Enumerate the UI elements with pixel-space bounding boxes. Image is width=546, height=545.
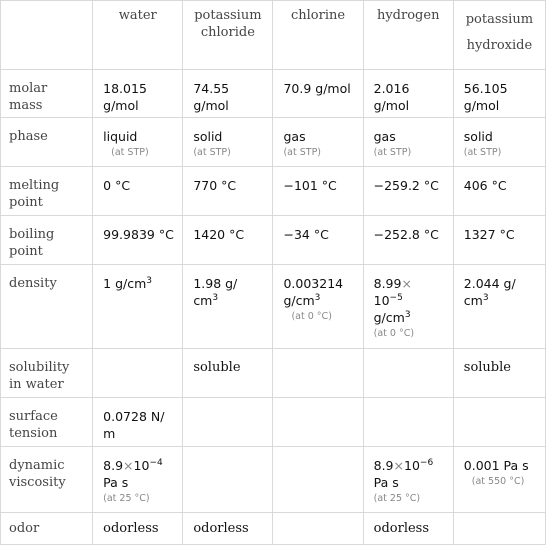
cell-hydrogen (363, 167, 453, 216)
cell-water (93, 513, 183, 545)
exponent: −5 (389, 293, 403, 303)
row-label-cell (1, 349, 93, 398)
row-boiling-point (1, 216, 546, 265)
cell-value: 2.016 g/mol (373, 81, 410, 113)
cell-value: 2.044 g/ cm (463, 276, 516, 308)
cell-koh (453, 70, 545, 118)
cell-koh (453, 513, 545, 545)
cell-kcl (183, 513, 273, 545)
cell-value: soluble (463, 360, 511, 375)
cell-note: (at STP) (373, 147, 412, 158)
cell-kcl (183, 398, 273, 447)
cell-koh (453, 167, 545, 216)
cell-value: 56.105 g/mol (463, 81, 508, 113)
cell-chlorine (273, 216, 363, 265)
cell-value: 0 °C (103, 178, 131, 193)
cell-value: solid (193, 129, 223, 144)
row-label-cell (1, 70, 93, 118)
cell-value: 99.9839 °C (103, 227, 174, 242)
cell-note: (at STP) (463, 147, 502, 158)
row-label-cell (1, 398, 93, 447)
cell-value: solid (463, 129, 493, 144)
row-label: surface tension (9, 409, 58, 441)
cell-kcl (183, 167, 273, 216)
cell-kcl (183, 70, 273, 118)
cell-value (93, 349, 182, 359)
times-sign: × (393, 458, 404, 473)
row-label-cell (1, 167, 93, 216)
cell-value: 18.015 g/mol (103, 81, 147, 113)
cell-value (364, 349, 453, 359)
cell-note: (at STP) (111, 147, 149, 158)
base: 10 (133, 458, 150, 473)
row-label: molar mass (9, 81, 48, 113)
cell-value: 74.55 g/mol (193, 81, 230, 113)
times-sign: × (123, 458, 134, 473)
unit: Pa s (103, 475, 129, 490)
row-label: odor (9, 521, 40, 536)
cell-water (93, 349, 183, 398)
cell-value (454, 513, 545, 520)
cell-value: −101 °C (283, 178, 337, 193)
cell-koh (453, 349, 545, 398)
cell-kcl (183, 216, 273, 265)
cell-chlorine (273, 118, 363, 167)
row-label: phase (9, 129, 48, 144)
cell-note: (at STP) (193, 147, 231, 158)
header-potassium-chloride-label: potassium chloride (194, 8, 262, 40)
row-label: melting point (9, 178, 60, 210)
cell-koh (453, 118, 545, 167)
cell-note: (at STP) (283, 147, 322, 158)
cell-value: 0.001 Pa s (463, 458, 529, 473)
cell-value: 1.98 g/ cm (193, 276, 238, 308)
cell-water (93, 118, 183, 167)
header-water-label: water (118, 8, 157, 23)
row-label-cell (1, 216, 93, 265)
cell-koh (453, 447, 545, 513)
mantissa: 8.9 (103, 458, 124, 473)
header-potassium-hydroxide (453, 1, 545, 70)
cell-value: gas (373, 129, 396, 144)
cell-hydrogen (363, 265, 453, 349)
cell-kcl (183, 349, 273, 398)
cell-chlorine (273, 265, 363, 349)
exponent: −4 (149, 458, 163, 468)
header-chlorine-label: chlorine (291, 8, 346, 23)
base: 10 (404, 458, 420, 473)
cell-value: odorless (373, 521, 430, 536)
cell-value: odorless (103, 521, 159, 536)
cell-kcl (183, 447, 273, 513)
cell-value: 1420 °C (193, 227, 245, 242)
cell-chlorine (273, 70, 363, 118)
cell-value: liquid (103, 129, 138, 144)
superscript: 3 (212, 293, 219, 303)
row-molar-mass (1, 70, 546, 118)
cell-koh (453, 265, 545, 349)
cell-chlorine (273, 167, 363, 216)
cell-value: 70.9 g/mol (283, 81, 351, 96)
cell-value: odorless (193, 521, 249, 536)
cell-value: soluble (193, 360, 241, 375)
superscript: 3 (404, 310, 411, 320)
cell-value: −259.2 °C (373, 178, 439, 193)
mantissa: 8.99 (373, 276, 402, 291)
cell-hydrogen (363, 70, 453, 118)
header-chlorine (273, 1, 363, 70)
cell-note: (at 550 °C) (471, 476, 525, 487)
cell-value (273, 349, 362, 359)
row-melting-point (1, 167, 546, 216)
mantissa: 8.9 (373, 458, 394, 473)
cell-note: (at 0 °C) (373, 328, 415, 339)
cell-note: (at 0 °C) (291, 311, 332, 322)
cell-chlorine (273, 447, 363, 513)
superscript: 3 (146, 276, 153, 286)
row-odor (1, 513, 546, 545)
corner-cell (1, 1, 93, 70)
unit: Pa s (373, 475, 399, 490)
cell-note: (at 25 °C) (103, 493, 150, 504)
cell-hydrogen (363, 513, 453, 545)
row-dynamic-viscosity (1, 447, 546, 513)
cell-value: 1 g/cm (103, 276, 147, 291)
cell-note: (at 25 °C) (373, 493, 421, 504)
row-density (1, 265, 546, 349)
cell-chlorine (273, 349, 363, 398)
row-label: dynamic viscosity (9, 458, 66, 490)
cell-value: −34 °C (283, 227, 329, 242)
base: 10 (373, 293, 390, 308)
header-potassium-hydroxide-label: potassium hydroxide (465, 12, 534, 53)
cell-hydrogen (363, 398, 453, 447)
row-label: solubility in water (9, 360, 70, 392)
superscript: 3 (482, 293, 489, 303)
header-hydrogen (363, 1, 453, 70)
cell-water (93, 265, 183, 349)
row-label-cell (1, 447, 93, 513)
cell-water (93, 70, 183, 118)
row-label-cell (1, 118, 93, 167)
cell-value: 406 °C (463, 178, 507, 193)
cell-water (93, 398, 183, 447)
times-sign: × (401, 276, 412, 291)
unit: g/cm (373, 310, 405, 325)
row-surface-tension (1, 398, 546, 447)
header-water (93, 1, 183, 70)
cell-kcl (183, 118, 273, 167)
row-label-cell (1, 265, 93, 349)
superscript: 3 (314, 293, 321, 303)
header-hydrogen-label: hydrogen (376, 8, 440, 23)
row-solubility (1, 349, 546, 398)
header-potassium-chloride (183, 1, 273, 70)
cell-koh (453, 398, 545, 447)
cell-value: 0.0728 N/ m (103, 409, 165, 441)
row-label: density (9, 276, 57, 291)
cell-value (273, 513, 362, 520)
exponent: −6 (419, 458, 434, 468)
cell-value: 1327 °C (463, 227, 515, 242)
cell-chlorine (273, 513, 363, 545)
cell-koh (453, 216, 545, 265)
cell-value: −252.8 °C (373, 227, 439, 242)
cell-value: 0.003214 g/cm (283, 276, 344, 308)
cell-water (93, 447, 183, 513)
cell-hydrogen (363, 216, 453, 265)
cell-water (93, 167, 183, 216)
cell-value: 770 °C (193, 178, 237, 193)
cell-kcl (183, 265, 273, 349)
cell-value: gas (283, 129, 306, 144)
cell-hydrogen (363, 447, 453, 513)
cell-hydrogen (363, 118, 453, 167)
row-phase (1, 118, 546, 167)
row-label: boiling point (9, 227, 55, 259)
cell-chlorine (273, 398, 363, 447)
cell-hydrogen (363, 349, 453, 398)
row-label-cell (1, 513, 93, 545)
cell-water (93, 216, 183, 265)
header-row (1, 1, 546, 70)
